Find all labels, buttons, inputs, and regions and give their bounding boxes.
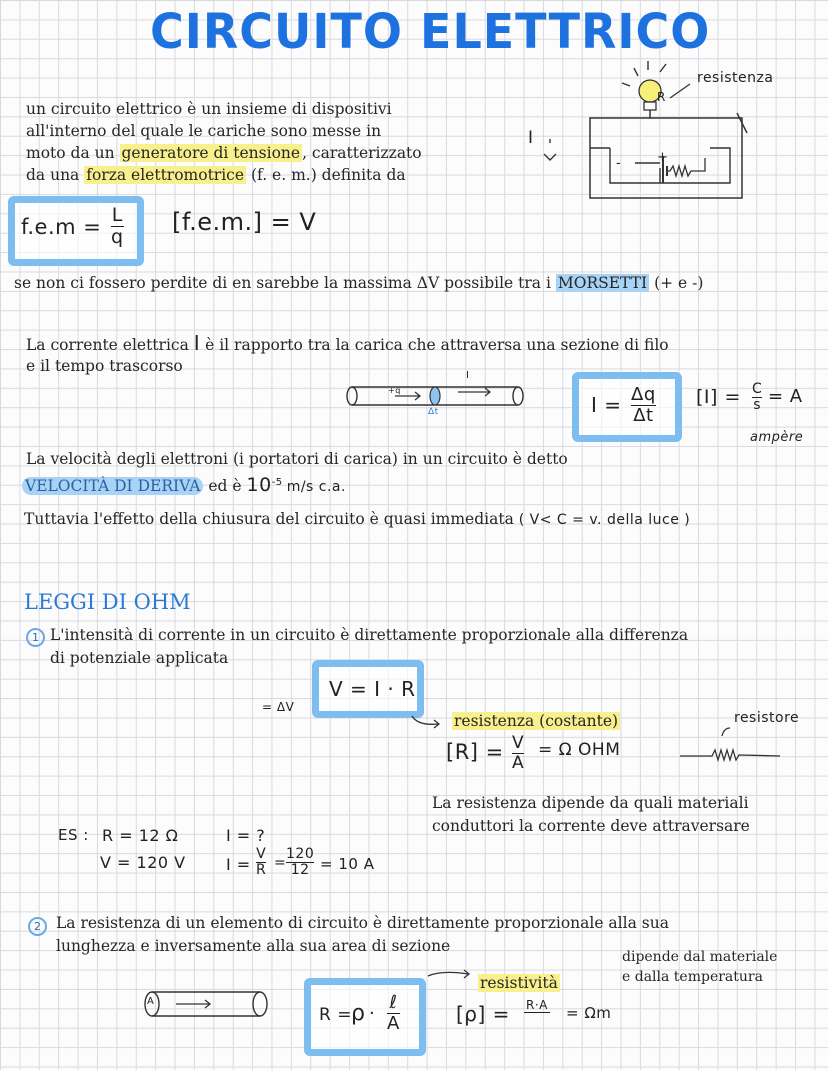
ohm-formula-box: [312, 660, 424, 718]
fem-fraction: $\frac{L}{q}$: [111, 204, 124, 248]
circuit-diagram: [520, 58, 820, 218]
resistenza-arrow: [412, 712, 452, 732]
es-calc-fraction1: $\frac{V}{R}$: [256, 846, 267, 879]
r-unit-rhs: = Ω OHM: [538, 740, 621, 760]
wire-a-label: A: [147, 996, 155, 1007]
minus-label: -: [616, 156, 622, 171]
corrente-line2: e il tempo trascorso: [26, 357, 183, 375]
deriva-highlight: VELOCITÀ DI DERIVA: [22, 477, 203, 495]
ohm-heading: LEGGI DI OHM: [24, 590, 191, 614]
es-calc-eq: =: [274, 855, 287, 871]
current-formula-lhs: I =: [591, 393, 622, 417]
fem-formula-box: [8, 196, 144, 266]
current-formula-fraction: $\frac{\Delta q}{\Delta t}$: [631, 384, 656, 426]
rho-dot: ·: [369, 1003, 376, 1024]
morsetti-highlight: MORSETTI: [557, 274, 648, 292]
current-unit-fraction: $\frac{C}{s}$: [752, 381, 763, 414]
es-calc-fraction2: $\frac{120}{12}$: [286, 846, 315, 879]
wire-dt-label: Δt: [428, 407, 439, 417]
intro-line: moto da un generatore di tensione , caratterizzato: [26, 144, 422, 162]
current-unit-lhs: [I] =: [696, 386, 741, 408]
es-v: V = 120 V: [100, 853, 186, 872]
rho-fraction: ℓ A: [387, 992, 400, 1034]
section-wire-diagram: [142, 986, 272, 1022]
dipende-line2: e dalla temperatura: [622, 969, 763, 985]
fem-highlight: forza elettromotrice: [86, 166, 245, 184]
resistivita-label: resistività: [480, 974, 558, 992]
resistore-symbol: [680, 722, 790, 762]
law1-line1: L'intensità di corrente in un circuito è direttamente proporzionale alla differenza: [50, 626, 689, 644]
fem-unit: [f.e.m.] = V: [172, 208, 317, 236]
ampere-label: ampère: [750, 430, 804, 445]
morsetti-line: se non ci fossero perdite di en sarebbe la massima ΔV possibile tra i MORSETTI (+ e -): [14, 274, 704, 292]
rho-unit-lhs: [ρ] =: [456, 1002, 510, 1026]
materiali-line2: conduttori la corrente deve attraversare: [432, 817, 750, 835]
resistivita-arrow: [428, 968, 478, 988]
law1-line2: di potenziale applicata: [50, 649, 229, 667]
law2-line2: lunghezza e inversamente alla sua area di sezione: [56, 937, 451, 955]
plus-label: +: [657, 150, 669, 165]
law2-number: 2: [28, 915, 47, 936]
es-calc-lhs: I =: [226, 855, 251, 874]
current-label: I: [528, 128, 534, 148]
deriva-line2: VELOCITÀ DI DERIVA ed è $10^{-5}$ m/s c.a.: [22, 472, 346, 498]
r-unit-lhs: [R] =: [446, 740, 504, 764]
tuttavia-line: Tuttavia l'effetto della chiusura del circuito è quasi immediata ( V< C = v. della luce ): [24, 510, 691, 528]
resistenza-label: resistenza: [697, 70, 774, 86]
es-calc-result: = 10 A: [320, 855, 375, 873]
rho-formula-lhs: R =: [319, 1005, 352, 1025]
es-r: R = 12 Ω: [102, 826, 179, 845]
law1-number: 1: [26, 626, 45, 647]
resistivity-formula-box: [304, 978, 426, 1056]
rho-unit-rhs: = Ωm: [566, 1004, 612, 1022]
resistenza-costante: resistenza (costante): [454, 712, 619, 730]
r-unit-fraction: $\frac{V}{A}$: [512, 733, 525, 773]
law2-line1: La resistenza di un elemento di circuito è direttamente proporzionale alla sua: [56, 914, 669, 932]
intro-paragraph: [26, 98, 516, 186]
current-formula-box: [572, 372, 682, 442]
es-label: ES :: [58, 826, 89, 844]
deriva-line1: La velocità degli elettroni (i portatori di carica) in un circuito è detto: [26, 450, 568, 468]
resistore-label: resistore: [734, 710, 800, 726]
corrente-line1: La corrente elettrica I è il rapporto tra la carica che attraversa una sezione di filo: [26, 331, 669, 355]
wire-q-label: +q: [388, 386, 401, 395]
intro-line: un circuito elettrico è un insieme di dispositivi: [26, 100, 392, 118]
rho-unit-fraction: R·A: [526, 998, 548, 1012]
es-i: I = ?: [226, 826, 266, 845]
ohm-formula: V = I · R: [329, 677, 416, 701]
rho-symbol: ρ: [351, 1001, 366, 1026]
wire-i-label: I: [466, 370, 470, 381]
delta-v-label: = ΔV: [262, 700, 295, 714]
current-unit-rhs: = A: [768, 386, 803, 407]
page-title: CIRCUITO ELETTRICO: [150, 2, 711, 60]
materiali-line1: La resistenza dipende da quali materiali: [432, 794, 749, 812]
intro-line: all'interno del quale le cariche sono messe in: [26, 122, 382, 140]
dipende-line1: dipende dal materiale: [622, 949, 778, 965]
fem-lhs: f.e.m =: [21, 215, 102, 239]
intro-line: da una forza elettromotrice (f. e. m.) definita da: [26, 166, 406, 184]
r-label: R: [657, 90, 666, 104]
generatore-highlight: generatore di tensione: [121, 144, 301, 162]
